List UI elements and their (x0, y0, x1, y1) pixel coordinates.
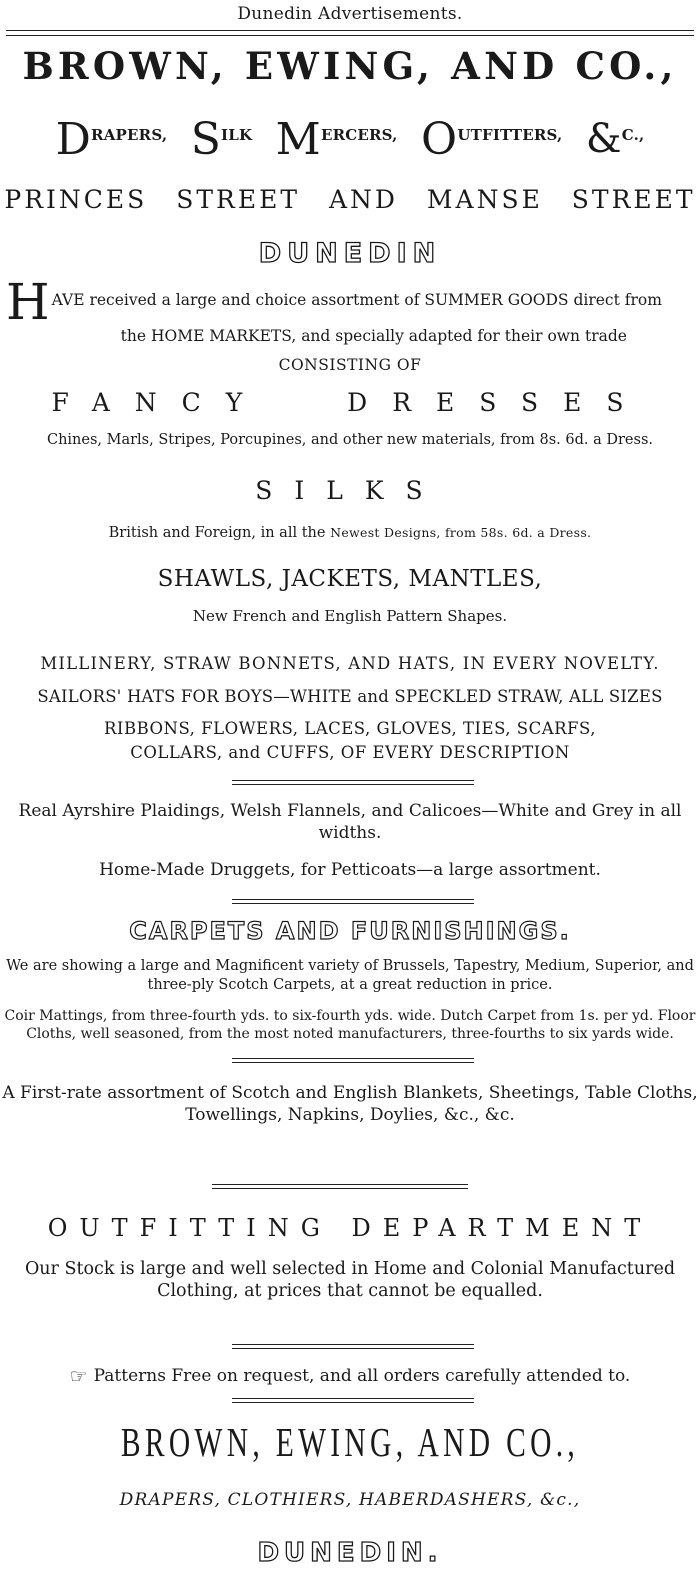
consisting-of: CONSISTING OF (278, 356, 422, 374)
footer-firm-title: BROWN, EWING, AND CO., (120, 1419, 580, 1465)
running-head: Dunedin Advertisements. (237, 4, 463, 24)
ribbons-line: RIBBONS, FLOWERS, LACES, GLOVES, TIES, SCARFS, (104, 719, 596, 738)
section-rule (232, 899, 474, 900)
footer-city: DUNEDIN. (257, 1538, 443, 1568)
plaidings-text: Real Ayrshire Plaidings, Welsh Flannels, and Calicoes—White and Grey in all widths. (18, 801, 682, 843)
streets-line: PRINCES STREET AND MANSE STREET (4, 185, 696, 214)
shawls-desc: New French and English Pattern Shapes. (192, 607, 508, 625)
trades-line (0, 114, 700, 165)
dresses-word: DRESSES (347, 388, 649, 417)
section-rule (232, 1398, 474, 1399)
fancy-dresses-heading (0, 388, 700, 417)
patterns-line (0, 1364, 700, 1388)
trades-word: UTFITTERS, (457, 126, 563, 144)
trades-word: C., (621, 126, 645, 144)
ampersand: & (585, 116, 622, 162)
trades-initial: D (55, 114, 92, 165)
section-rule (232, 903, 474, 904)
outfitting-heading: OUTFITTING DEPARTMENT (47, 1214, 653, 1242)
section-rule (232, 1062, 474, 1063)
section-rule (212, 1184, 468, 1185)
blankets-text: A First-rate assortment of Scotch and English Blankets, Sheetings, Table Cloths, Towellings, Napkins, Doylies, &c., &c. (2, 1083, 698, 1125)
shawls-heading: SHAWLS, JACKETS, MANTLES, (157, 566, 543, 592)
section-rule (232, 1402, 474, 1403)
patterns-text: Patterns Free on request, and all orders carefully attended to. (93, 1366, 631, 1386)
millinery-line: MILLINERY, STRAW BONNETS, AND HATS, IN EVERY NOVELTY. (40, 654, 660, 673)
trades-word: RAPERS, (91, 126, 168, 144)
collars-line: COLLARS, and CUFFS, OF EVERY DESCRIPTION (130, 743, 570, 762)
header-rule (6, 30, 694, 31)
fancy-word: FANCY (51, 388, 268, 417)
drop-cap: H (6, 273, 50, 331)
section-rule (232, 784, 474, 785)
header-rule (6, 35, 694, 36)
section-rule (232, 1348, 474, 1349)
city-heading: DUNEDIN (258, 238, 442, 269)
firm-title: BROWN, EWING, AND CO., (22, 44, 678, 88)
intro-line-1: AVE received a large and choice assortment of SUMMER GOODS direct from (51, 291, 662, 309)
section-rule (232, 1058, 474, 1059)
carpets-desc: We are showing a large and Magnificent variety of Brussels, Tapestry, Medium, Superior, and three-ply Scotch Carpets, at a great reduction in price. (6, 958, 694, 993)
silks-heading: SILKS (255, 476, 445, 505)
silks-desc-part: British and Foreign, in all the (108, 525, 326, 541)
trades-word: ILK (221, 126, 253, 144)
coir-mattings-text: Coir Mattings, from three-fourth yds. to six-fourth yds. wide. Dutch Carpet from 1s. per yd. Floor Cloths, well seasoned, from the most noted manufacturers, three-fourths to six yards wide. (4, 1008, 696, 1042)
intro-paragraph (6, 273, 696, 354)
section-rule (232, 1344, 474, 1345)
silks-desc (0, 525, 700, 541)
trades-word: ERCERS, (320, 126, 398, 144)
sailors-hats-line: SAILORS' HATS FOR BOYS—WHITE and SPECKLED STRAW, ALL SIZES (37, 687, 663, 706)
intro-line-2: the HOME MARKETS, and specially adapted for their own trade (120, 327, 627, 345)
section-rule (232, 780, 474, 781)
silks-desc-part: Newest Designs, from 58s. 6d. a Dress. (330, 525, 592, 540)
pointing-hand-icon: ☞ (69, 1364, 88, 1388)
trades-initial: S (190, 114, 222, 165)
trades-initial: M (275, 114, 321, 165)
footer-trades: DRAPERS, CLOTHIERS, HABERDASHERS, &c., (119, 1490, 581, 1510)
outfitting-desc: Our Stock is large and well selected in Home and Colonial Manufactured Clothing, at prices that cannot be equalled. (24, 1259, 676, 1301)
druggets-text: Home-Made Druggets, for Petticoats—a large assortment. (99, 860, 601, 880)
carpets-heading: CARPETS AND FURNISHINGS. (129, 917, 571, 945)
fancy-dresses-desc: Chines, Marls, Stripes, Porcupines, and other new materials, from 8s. 6d. a Dress. (46, 432, 654, 448)
trades-initial: O (421, 114, 458, 165)
section-rule (212, 1188, 468, 1189)
